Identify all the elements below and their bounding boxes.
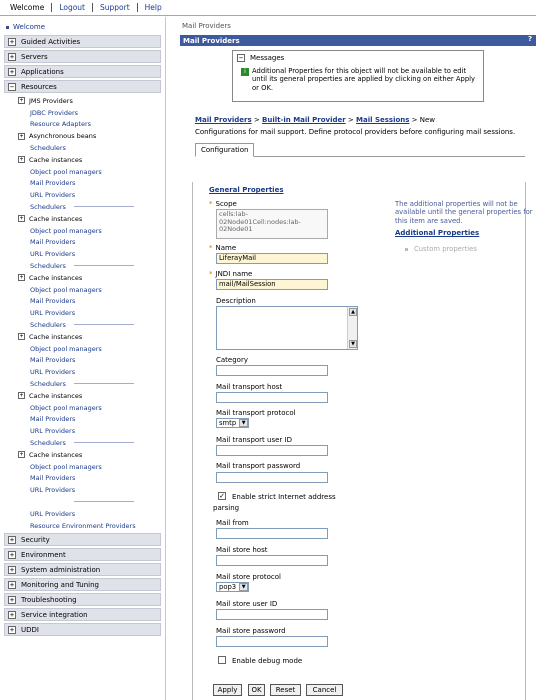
tree-link-url-providers[interactable] xyxy=(4,248,161,260)
minus-icon[interactable]: − xyxy=(9,83,15,91)
overlap-artifact xyxy=(74,324,134,325)
breadcrumb-builtin-provider[interactable]: Built-in Mail Provider xyxy=(262,116,346,124)
tab-bar xyxy=(195,143,525,157)
name-input[interactable]: LiferayMail xyxy=(216,253,328,264)
apply-button[interactable]: Apply xyxy=(213,684,242,696)
strict-parsing-label: Enable strict Internet address xyxy=(232,493,336,501)
additional-properties-note: The additional properties will not be available until the general properties for this item are saved. xyxy=(395,200,533,225)
nav-category-label: Security xyxy=(21,535,50,544)
tree-item-label: Resource Environment Providers xyxy=(30,521,136,530)
tree-link-mail-providers[interactable] xyxy=(4,473,161,485)
plus-icon[interactable]: + xyxy=(19,451,24,459)
mail-from-label: Mail from xyxy=(216,519,249,527)
page-description: Configurations for mail support. Define protocol providers before configuring mail sessions. xyxy=(195,128,516,136)
plus-icon[interactable]: + xyxy=(9,611,15,620)
nav-category-troubleshooting[interactable] xyxy=(4,593,161,606)
mail-store-user-label: Mail store user ID xyxy=(216,600,278,608)
plus-icon[interactable]: + xyxy=(9,596,15,605)
tree-link-mail-providers[interactable] xyxy=(4,237,161,249)
tree-item-label: Cache instances xyxy=(29,214,83,223)
overlap-artifact xyxy=(74,501,134,502)
tree-item-label: URL Providers xyxy=(30,368,76,377)
chevron-down-icon: ▼ xyxy=(239,419,248,427)
tree-item-label: URL Providers xyxy=(30,250,76,259)
mail-from-input[interactable] xyxy=(216,528,328,539)
scope-label: * Scope xyxy=(209,200,237,208)
debug-mode-checkbox[interactable] xyxy=(218,656,226,664)
main-content xyxy=(180,17,536,700)
custom-properties-label: Custom properties xyxy=(414,245,477,253)
tree-link-jdbc-providers[interactable] xyxy=(4,107,161,119)
category-input[interactable] xyxy=(216,365,328,376)
tree-node-cache-instances[interactable] xyxy=(4,331,161,343)
tree-item-label: Resource Adapters xyxy=(30,120,92,129)
nav-category-guided-activities[interactable] xyxy=(4,35,161,48)
tree-item-label: URL Providers xyxy=(30,191,76,200)
tree-item-label: JDBC Providers xyxy=(30,108,79,117)
mail-transport-password-label: Mail transport password xyxy=(216,462,301,470)
portlet-titlebar xyxy=(180,35,536,46)
nav-category-uddi[interactable] xyxy=(4,623,161,636)
tree-item-label: Schedulers xyxy=(30,321,66,330)
bullet-icon xyxy=(405,248,408,251)
plus-icon[interactable]: + xyxy=(9,566,15,575)
tree-node-jms-providers[interactable] xyxy=(4,95,161,107)
logout-link[interactable]: Logout xyxy=(59,3,85,12)
tree-item-label: Object pool managers xyxy=(30,403,102,412)
tree-item-label: Asynchronous beans xyxy=(29,132,97,141)
tree-link-schedulers[interactable] xyxy=(4,319,161,331)
nav-category-label: Environment xyxy=(21,550,66,559)
chevron-down-icon: ▼ xyxy=(239,583,248,591)
tree-item-label: URL Providers xyxy=(30,309,76,318)
tree-link-object-pool-managers[interactable] xyxy=(4,461,161,473)
mail-store-host-label: Mail store host xyxy=(216,546,268,554)
tree-link-url-providers[interactable] xyxy=(4,189,161,201)
mail-transport-protocol-select[interactable] xyxy=(216,418,249,428)
mail-store-user-input[interactable] xyxy=(216,609,328,620)
nav-category-label: Monitoring and Tuning xyxy=(21,580,99,589)
nav-category-label: Guided Activities xyxy=(21,37,81,46)
info-icon: i xyxy=(241,68,249,76)
mail-store-host-input[interactable] xyxy=(216,555,328,566)
required-icon: * xyxy=(209,200,213,208)
mail-store-protocol-select[interactable] xyxy=(216,582,249,592)
nav-welcome-link[interactable] xyxy=(6,21,165,33)
mail-store-password-input[interactable] xyxy=(216,636,328,647)
nav-category-label: Applications xyxy=(21,67,64,76)
tree-item-label: Cache instances xyxy=(29,155,83,164)
overlap-artifact xyxy=(74,442,134,443)
tree-link-mail-providers[interactable] xyxy=(4,296,161,308)
tree-item-label: URL Providers xyxy=(30,427,76,436)
tree-link-url-providers[interactable] xyxy=(4,508,161,520)
cancel-button[interactable]: Cancel xyxy=(306,684,343,696)
help-icon[interactable]: ? xyxy=(527,35,532,43)
tree-link-mail-providers[interactable] xyxy=(4,414,161,426)
tree-item-label: JMS Providers xyxy=(29,96,73,105)
tree-link-resource-adapters[interactable] xyxy=(4,119,161,131)
tree-item-label: Mail Providers xyxy=(30,297,76,306)
nav-category-monitoring-and-tuning[interactable] xyxy=(4,578,161,591)
nav-category-applications[interactable] xyxy=(4,65,161,78)
plus-icon[interactable]: + xyxy=(19,392,24,400)
tree-link-object-pool-managers[interactable] xyxy=(4,225,161,237)
select-value: pop3 xyxy=(219,583,237,591)
nav-category-resources[interactable] xyxy=(4,80,161,93)
textarea-scrollbar[interactable] xyxy=(347,307,357,349)
top-navigation-bar xyxy=(0,0,536,16)
page-heading: Mail Providers xyxy=(182,22,231,30)
scroll-up-icon[interactable]: ▲ xyxy=(349,308,357,316)
tree-item-label: Schedulers xyxy=(30,262,66,271)
tree-item-label: Cache instances xyxy=(29,450,83,459)
welcome-text: Welcome xyxy=(10,3,45,12)
portlet-title: Mail Providers xyxy=(183,36,240,45)
tree-link-schedulers[interactable] xyxy=(4,260,161,272)
tree-link-resource-environment-providers[interactable] xyxy=(4,520,161,532)
breadcrumb-mail-sessions[interactable]: Mail Sessions xyxy=(356,116,410,124)
tree-item-label: Cache instances xyxy=(29,332,83,341)
tree-item-label: Schedulers xyxy=(30,380,66,389)
reset-button[interactable]: Reset xyxy=(270,684,301,696)
scroll-down-icon[interactable]: ▼ xyxy=(349,340,357,348)
mail-transport-password-input[interactable] xyxy=(216,472,328,483)
nav-category-environment[interactable] xyxy=(4,548,161,561)
select-value: smtp xyxy=(219,419,237,427)
plus-icon[interactable]: + xyxy=(9,68,15,76)
category-label: Category xyxy=(216,356,248,364)
tree-link-item[interactable] xyxy=(4,496,161,508)
tree-node-asynchronous-beans[interactable] xyxy=(4,130,161,142)
tree-item-label: URL Providers xyxy=(30,509,76,518)
breadcrumb-mail-providers[interactable]: Mail Providers xyxy=(195,116,252,124)
tree-item-label: Schedulers xyxy=(30,203,66,212)
help-link[interactable]: Help xyxy=(144,3,162,12)
plus-icon[interactable]: + xyxy=(9,626,15,635)
messages-header: Messages xyxy=(250,54,285,62)
ok-button[interactable]: OK xyxy=(248,684,265,696)
left-navigation xyxy=(0,17,166,700)
messages-text: Additional Properties for this object will not be available to edit until its general properties are applied by clicking on either Apply or OK. xyxy=(252,67,476,92)
nav-category-security[interactable] xyxy=(4,533,161,546)
tree-node-cache-instances[interactable] xyxy=(4,154,161,166)
mail-transport-protocol-label: Mail transport protocol xyxy=(216,409,296,417)
tree-link-schedulers[interactable] xyxy=(4,201,161,213)
scope-value: cells:lab-02Node01Cell:nodes:lab-02Node01 xyxy=(216,209,328,239)
jndi-name-label: * JNDI name xyxy=(209,270,253,278)
nav-category-service-integration[interactable] xyxy=(4,608,161,621)
description-textarea[interactable] xyxy=(216,306,358,350)
breadcrumb-sep: > xyxy=(347,116,354,124)
overlap-artifact xyxy=(74,265,134,266)
tree-link-url-providers[interactable] xyxy=(4,366,161,378)
tree-item-label: URL Providers xyxy=(30,486,76,495)
plus-icon[interactable]: + xyxy=(9,53,15,61)
mail-transport-host-label: Mail transport host xyxy=(216,383,283,391)
mail-store-password-label: Mail store password xyxy=(216,627,286,635)
tree-item-label: Mail Providers xyxy=(30,474,76,483)
tab-configuration[interactable]: Configuration xyxy=(195,143,254,157)
overlap-artifact xyxy=(74,383,134,384)
mail-transport-user-input[interactable] xyxy=(216,445,328,456)
required-icon: * xyxy=(209,244,213,252)
tree-item-label: Mail Providers xyxy=(30,238,76,247)
tree-node-cache-instances[interactable] xyxy=(4,390,161,402)
tree-link-schedulers[interactable] xyxy=(4,437,161,449)
tree-link-url-providers[interactable] xyxy=(4,484,161,496)
plus-icon[interactable]: + xyxy=(9,581,15,590)
tree-link-url-providers[interactable] xyxy=(4,307,161,319)
plus-icon[interactable]: + xyxy=(9,536,15,545)
tree-link-mail-providers[interactable] xyxy=(4,178,161,190)
tree-item-label: Schedulers xyxy=(30,144,66,153)
description-label: Description xyxy=(216,297,256,305)
debug-mode-label: Enable debug mode xyxy=(232,657,303,665)
plus-icon[interactable]: + xyxy=(19,97,24,105)
bullet-icon xyxy=(6,26,9,29)
nav-category-servers[interactable] xyxy=(4,50,161,63)
tree-item-label: Object pool managers xyxy=(30,462,102,471)
tree-item-label: Cache instances xyxy=(29,273,83,282)
tree-item-label: Object pool managers xyxy=(30,167,102,176)
breadcrumb-current: > New xyxy=(411,116,436,124)
tree-link-object-pool-managers[interactable] xyxy=(4,402,161,414)
tree-item-label: Object pool managers xyxy=(30,285,102,294)
plus-icon[interactable]: + xyxy=(19,215,24,223)
general-properties-heading: General Properties xyxy=(209,186,284,194)
configuration-panel xyxy=(192,182,533,700)
tree-link-object-pool-managers[interactable] xyxy=(4,284,161,296)
plus-icon[interactable]: + xyxy=(19,132,24,140)
breadcrumb-sep: > xyxy=(253,116,260,124)
tree-link-schedulers[interactable] xyxy=(4,378,161,390)
support-link[interactable]: Support xyxy=(100,3,130,12)
tree-node-cache-instances[interactable] xyxy=(4,449,161,461)
tree-link-url-providers[interactable] xyxy=(4,425,161,437)
nav-category-label: Resources xyxy=(21,82,57,91)
tree-item-label: Object pool managers xyxy=(30,226,102,235)
tree-item-label: Mail Providers xyxy=(30,356,76,365)
mail-transport-host-input[interactable] xyxy=(216,392,328,403)
tree-node-cache-instances[interactable] xyxy=(4,213,161,225)
plus-icon[interactable]: + xyxy=(19,156,24,164)
nav-category-label: Troubleshooting xyxy=(21,595,77,604)
plus-icon[interactable]: + xyxy=(9,551,15,560)
nav-category-label: System administration xyxy=(21,565,101,574)
breadcrumb xyxy=(195,116,536,124)
tree-item-label: Cache instances xyxy=(29,391,83,400)
mail-transport-user-label: Mail transport user ID xyxy=(216,436,292,444)
plus-icon[interactable]: + xyxy=(9,38,15,46)
resources-tree xyxy=(4,95,161,531)
tree-item-label: Mail Providers xyxy=(30,415,76,424)
tree-link-object-pool-managers[interactable] xyxy=(4,166,161,178)
strict-parsing-label-cont: parsing xyxy=(213,504,240,512)
nav-category-system-administration[interactable] xyxy=(4,563,161,576)
tree-link-object-pool-managers[interactable] xyxy=(4,343,161,355)
name-label: * Name xyxy=(209,244,237,252)
tree-item-label: Schedulers xyxy=(30,439,66,447)
tree-link-mail-providers[interactable] xyxy=(4,355,161,367)
additional-properties-heading: Additional Properties xyxy=(395,229,480,237)
tree-item-label: Object pool managers xyxy=(30,344,102,353)
plus-icon[interactable]: + xyxy=(19,333,24,341)
tree-item-label: Mail Providers xyxy=(30,179,76,188)
plus-icon[interactable]: + xyxy=(19,274,24,282)
jndi-name-input[interactable]: mail/MailSession xyxy=(216,279,328,290)
tree-link-schedulers[interactable] xyxy=(4,142,161,154)
custom-properties-item xyxy=(405,245,477,253)
overlap-artifact xyxy=(74,206,134,207)
mail-store-protocol-label: Mail store protocol xyxy=(216,573,281,581)
tree-node-cache-instances[interactable] xyxy=(4,272,161,284)
messages-box xyxy=(232,50,484,102)
nav-category-label: UDDI xyxy=(21,625,39,634)
collapse-icon[interactable]: − xyxy=(238,54,244,62)
nav-welcome-label: Welcome xyxy=(13,23,46,31)
nav-category-label: Service integration xyxy=(21,610,88,619)
nav-category-label: Servers xyxy=(21,52,48,61)
strict-parsing-checkbox[interactable]: ✓ xyxy=(219,492,225,500)
required-icon: * xyxy=(209,270,213,278)
